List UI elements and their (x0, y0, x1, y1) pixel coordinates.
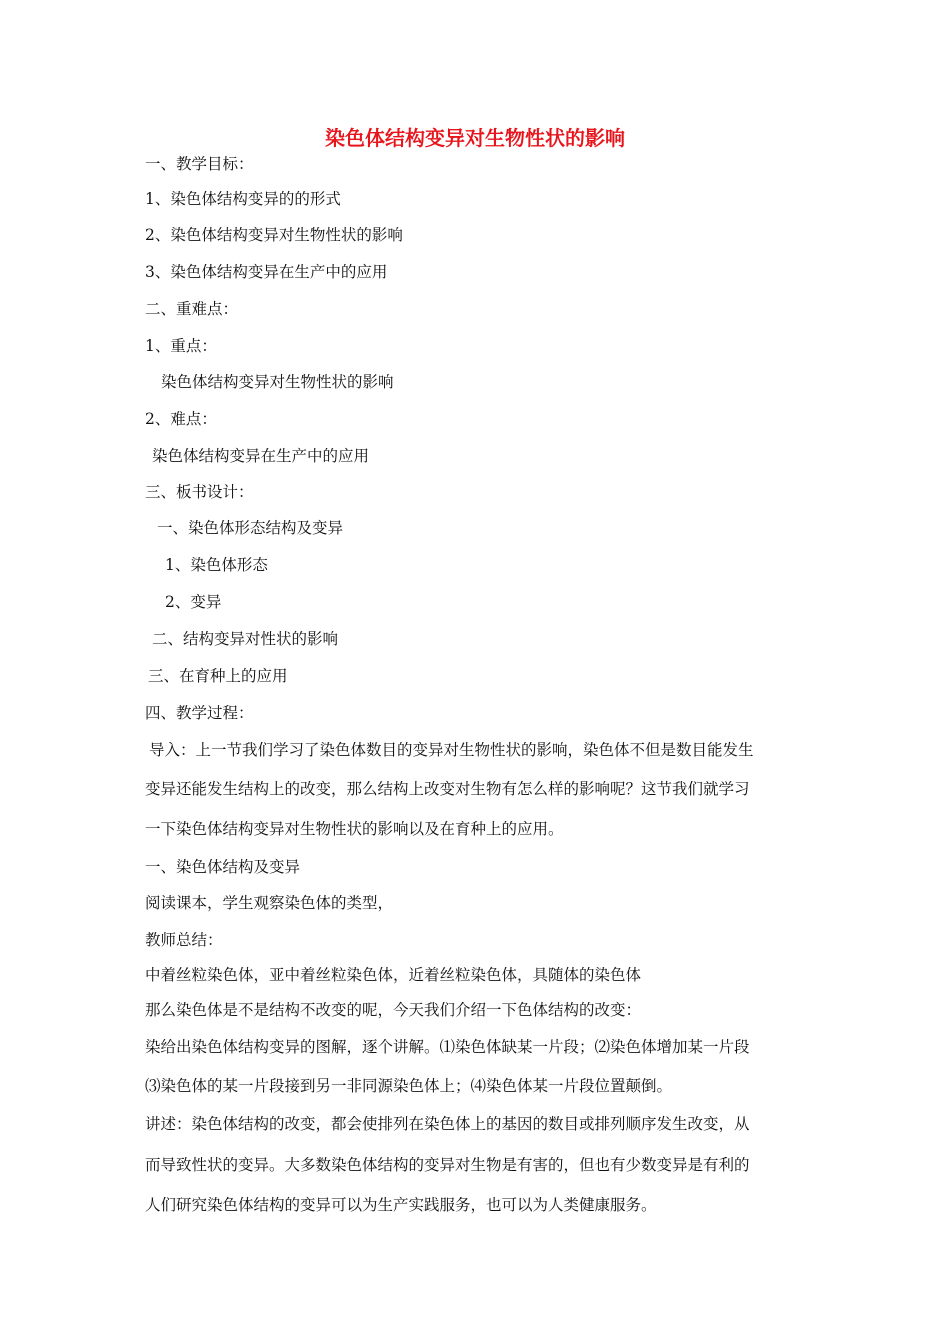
subsection-heading: 一、染色体结构及变异 (145, 858, 301, 876)
key-point-text: 染色体结构变异对生物性状的影响 (161, 373, 394, 391)
difficulty-text: 染色体结构变异在生产中的应用 (152, 447, 370, 465)
paragraph-line: 一下染色体结构变异对生物性状的影响以及在育种上的应用。 (145, 820, 564, 838)
board-item: 一、染色体形态结构及变异 (157, 519, 344, 537)
paragraph-line: 导入：上一节我们学习了染色体数目的变异对生物性状的影响，染色体不但是数目能发生 (149, 741, 754, 759)
objective-item: 3、染色体结构变异在生产中的应用 (145, 263, 388, 281)
paragraph-line: 中着丝粒染色体，亚中着丝粒染色体，近着丝粒染色体，具随体的染色体 (145, 966, 642, 984)
section-heading-board-design: 三、板书设计： (145, 483, 254, 501)
section-heading-objectives: 一、教学目标： (145, 155, 254, 173)
paragraph-line: 教师总结： (145, 931, 223, 949)
paragraph-line: 那么染色体是不是结构不改变的呢，今天我们介绍一下色体结构的改变： (145, 1001, 642, 1019)
subheading-difficulty: 2、难点： (145, 410, 217, 428)
paragraph-line: 而导致性状的变异。大多数染色体结构的变异对生物是有害的，但也有少数变异是有利的 (145, 1156, 750, 1174)
paragraph-line: 变异还能发生结构上的改变，那么结构上改变对生物有怎么样的影响呢？这节我们就学习 (145, 780, 750, 798)
objective-item: 2、染色体结构变异对生物性状的影响 (145, 226, 403, 244)
objective-item: 1、染色体结构变异的的形式 (145, 190, 341, 208)
board-item: 二、结构变异对性状的影响 (152, 630, 339, 648)
document-title: 染色体结构变异对生物性状的影响 (325, 126, 625, 150)
paragraph-line: ⑶染色体的某一片段接到另一非同源染色体上；⑷染色体某一片段位置颠倒。 (145, 1077, 673, 1095)
section-heading-process: 四、教学过程： (145, 704, 254, 722)
subheading-key-point: 1、重点： (145, 337, 217, 355)
paragraph-line: 阅读课本，学生观察染色体的类型， (145, 894, 394, 912)
section-heading-key-points: 二、重难点： (145, 300, 239, 318)
board-item: 三、在育种上的应用 (148, 667, 288, 685)
board-subitem: 2、变异 (165, 593, 222, 611)
paragraph-line: 讲述：染色体结构的改变，都会使排列在染色体上的基因的数目或排列顺序发生改变，从 (145, 1115, 750, 1133)
board-subitem: 1、染色体形态 (165, 556, 268, 574)
paragraph-line: 人们研究染色体结构的变异可以为生产实践服务，也可以为人类健康服务。 (145, 1196, 657, 1214)
paragraph-line: 染给出染色体结构变异的图解，逐个讲解。⑴染色体缺某一片段；⑵染色体增加某一片段 (145, 1038, 750, 1056)
